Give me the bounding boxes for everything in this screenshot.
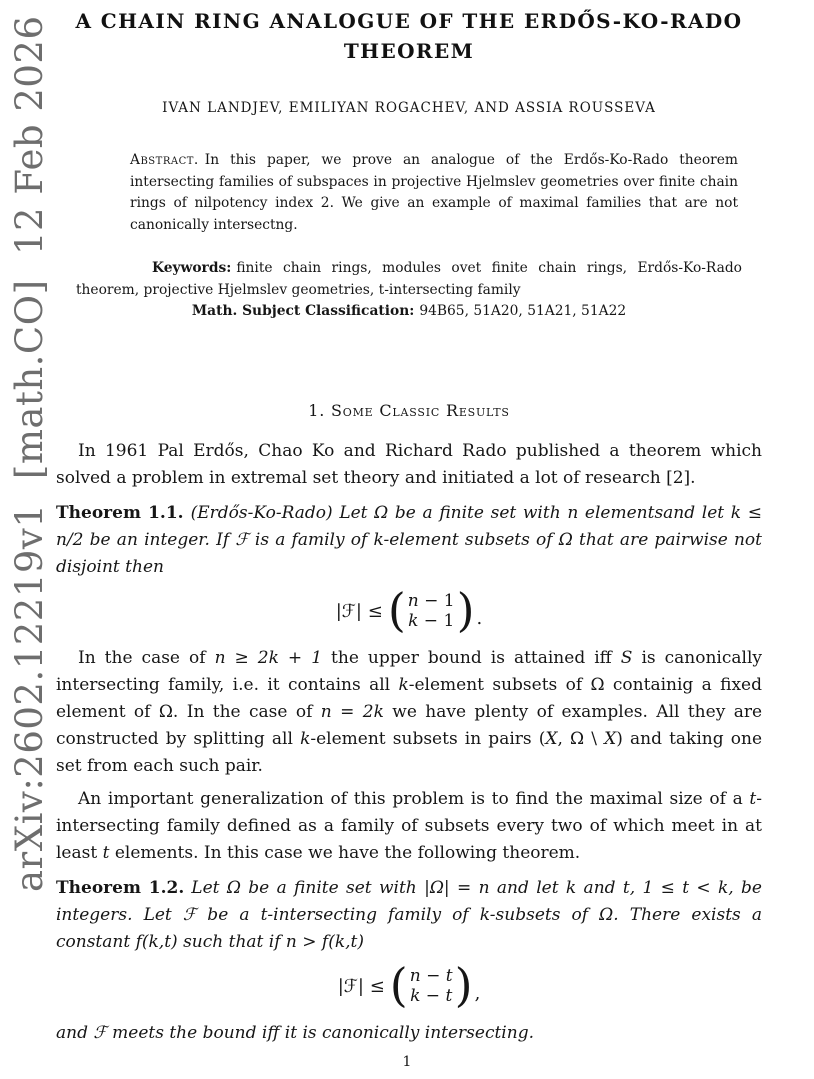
keywords-block (76, 258, 742, 323)
theorem-1-1-body: (Erdős-Ko-Rado) Let Ω be a finite set with n elementsand let k ≤ n/2 be an integer. If ℱ is a family of k-element subsets of Ω that are pairwise not disjoint then (56, 502, 762, 577)
msc-label: Math. Subject Classification: (191, 303, 415, 320)
binomial-denominator: k − t (410, 985, 453, 1006)
close-paren: ) (454, 957, 473, 1012)
paragraph-case-discussion: In the case of n ≥ 2k + 1 the upper bound is attained iff S is canonically intersecting family, i.e. it contains all k-element subsets of Ω containig a fixed element of Ω. In the case of n = 2k we have plenty of examples. All they are constructed by splitting all k-element subsets in pairs (X, Ω \ X) and taking one set from each such pair. (56, 647, 763, 776)
close-paren: ) (456, 582, 475, 637)
theorem-1-1-label: Theorem 1.1. (56, 502, 184, 523)
abstract-label: Abstract. (130, 152, 199, 168)
theorem-1-2-body: Let Ω be a finite set with |Ω| = n and let k and t, 1 ≤ t < k, be integers. Let ℱ be a t-intersecting family of k-subsets of Ω. There exists a constant f(k,t) such that if n > f(k,t) (56, 877, 762, 952)
equation-2 (56, 957, 762, 1012)
equation-2-punctuation: , (474, 982, 481, 1004)
theorem-1-2-label: Theorem 1.2. (56, 877, 185, 898)
theorem-1-2-continuation: and ℱ meets the bound iff it is canonically intersecting. (56, 1022, 534, 1043)
paper-title: A CHAIN RING ANALOGUE OF THE ERDŐS-KO-RADO THEOREM (75, 9, 743, 63)
equation-2-lhs: |ℱ| ≤ (337, 976, 385, 998)
binomial-stack (408, 967, 455, 1006)
theorem-1-1 (56, 500, 762, 581)
binomial-denominator: k − 1 (408, 610, 455, 631)
msc-text: 94B65, 51A20, 51A21, 51A22 (419, 303, 627, 320)
open-paren: ( (387, 582, 406, 637)
authors-line: IVAN LANDJEV, EMILIYAN ROGACHEV, AND ASSIA ROUSSEVA (162, 100, 656, 116)
section-heading: 1. Some Classic Results (308, 400, 510, 420)
equation-1-punctuation: . (476, 607, 483, 629)
page-content (56, 6, 762, 1047)
paragraph-intro: In 1961 Pal Erdős, Chao Ko and Richard Rado published a theorem which solved a problem in extremal set theory and initiated a lot of research [2]. (56, 440, 762, 488)
open-paren: ( (389, 957, 408, 1012)
keywords-label: Keywords: (152, 260, 232, 277)
arxiv-watermark: arXiv:2602.12219v1 [math.CO] 12 Feb 2026 (8, 15, 51, 892)
equation-1 (56, 582, 762, 637)
binomial-coefficient-2 (389, 957, 473, 1012)
paragraph-generalization: An important generalization of this problem is to find the maximal size of a t-intersecting family defined as a family of subsets every two of which meet in at least t elements. In this case we have the following theorem. (56, 788, 762, 863)
equation-1-lhs: |ℱ| ≤ (335, 601, 383, 623)
theorem-1-2 (56, 875, 762, 956)
binomial-coefficient-1 (387, 582, 475, 637)
keywords-text: finite chain rings, modules ovet finite chain rings, Erdős-Ko-Rado theorem, projective Hjelmslev geometries, t-intersecting family (76, 260, 742, 298)
binomial-numerator: n − t (409, 966, 453, 987)
keywords-line (76, 258, 742, 301)
abstract-text: In this paper, we prove an analogue of the Erdős-Ko-Rado theorem intersecting families of subspaces in projective Hjelmslev geometries over finite chain rings of nilpotency index 2. We give an example of maximal families that are not canonically intersectng. (130, 152, 738, 233)
abstract-block (130, 150, 738, 236)
binomial-numerator: n − 1 (407, 591, 455, 612)
binomial-stack (406, 592, 457, 631)
page-number: 1 (402, 1054, 412, 1070)
msc-line (76, 301, 742, 323)
